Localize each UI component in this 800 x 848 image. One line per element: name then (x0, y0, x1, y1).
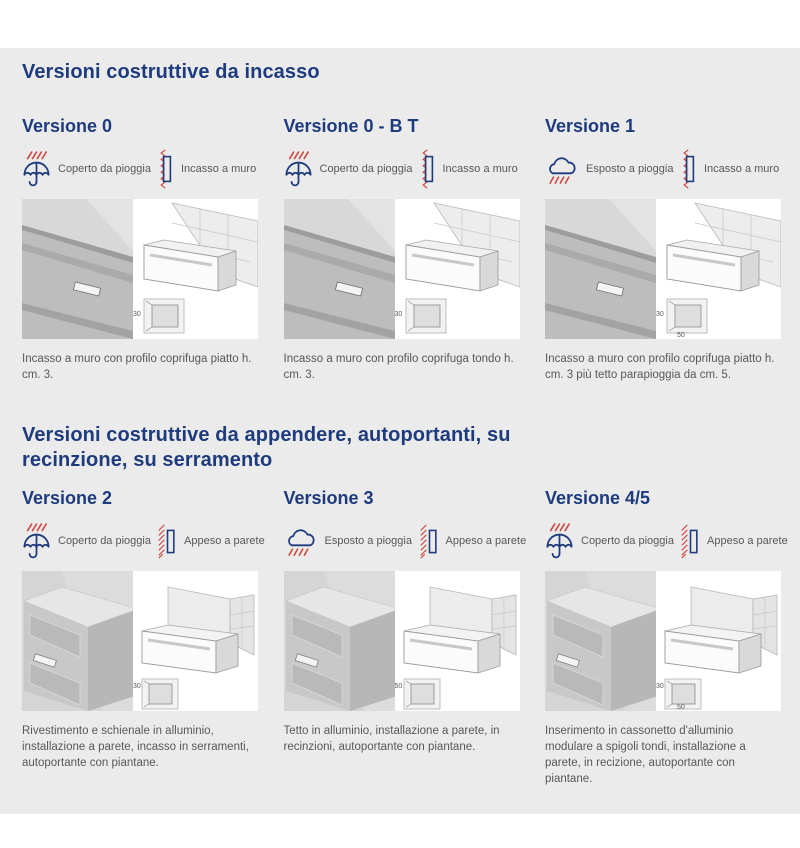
weather-label: Coperto da pioggia (58, 163, 151, 176)
weather-label: Coperto da pioggia (581, 535, 674, 548)
version-title: Versione 2 (22, 488, 113, 509)
mailbox-cabinet-drawing (545, 571, 781, 711)
weather-label: Coperto da pioggia (58, 535, 151, 548)
mailbox-cabinet-drawing (284, 571, 520, 711)
mailbox-flush-mount-drawing (284, 199, 520, 339)
weather-label: Esposto a pioggia (586, 163, 674, 176)
version-description: Rivestimento e schienale in alluminio, installazione a parete, incasso in serramenti, autoportante con piantane. (22, 725, 249, 770)
feature-row (545, 515, 788, 567)
version-card-3 (283, 488, 527, 787)
rain-exposed-icon (545, 154, 579, 185)
cards-row-incasso (22, 116, 780, 399)
version-card-0 (22, 116, 258, 399)
mount-label: Appeso a parete (707, 535, 788, 548)
version-description: Inserimento in cassonetto d'alluminio modulare a spigoli tondi, installazione a parete, in recizione, autoportante con piantane. (545, 725, 746, 786)
umbrella-covered-icon (22, 520, 51, 562)
version-title: Versione 0 (22, 116, 113, 137)
feature-row (22, 143, 258, 195)
mailbox-flush-mount-drawing (545, 199, 781, 339)
illustration-versione-0bt (284, 199, 520, 339)
wall-hung-icon (420, 521, 439, 562)
flush-wall-icon (681, 147, 697, 191)
mount-label: Incasso a muro (442, 163, 518, 176)
version-description: Incasso a muro con profilo coprifuga piatto h. cm. 3. (22, 353, 252, 382)
dimension-label: 30 (133, 683, 141, 691)
wall-hung-icon (681, 521, 700, 562)
rain-exposed-icon (284, 526, 318, 557)
illustration-versione-3 (284, 571, 520, 711)
umbrella-covered-icon (22, 148, 51, 190)
version-title: Versione 3 (283, 488, 374, 509)
wall-hung-icon (158, 521, 177, 562)
feature-row (284, 515, 527, 567)
version-title: Versione 0 - B T (283, 116, 419, 137)
version-description: Incasso a muro con profilo coprifuga tondo h. cm. 3. (283, 353, 514, 382)
version-card-4-5 (545, 488, 788, 787)
version-description: Tetto in alluminio, installazione a parete, in recinzioni, autoportante con piantane. (283, 725, 500, 754)
weather-label: Coperto da pioggia (319, 163, 413, 176)
catalog-panel (0, 48, 800, 814)
feature-row (545, 143, 781, 195)
dimension-label: 30 (133, 311, 141, 319)
mount-label: Appeso a parete (184, 535, 265, 548)
dimension-label: 50 (677, 332, 685, 340)
feature-row (22, 515, 265, 567)
cards-row-appendere (22, 488, 788, 787)
mailbox-flush-mount-drawing (22, 199, 258, 339)
dimension-label: 30 (394, 311, 403, 319)
version-title: Versione 1 (545, 116, 636, 137)
flush-wall-icon (158, 147, 174, 191)
illustration-versione-0 (22, 199, 258, 339)
dimension-label: 50 (394, 683, 403, 691)
mount-label: Appeso a parete (445, 535, 527, 548)
section-heading-incasso: Versioni costruttive da incasso (22, 61, 320, 83)
mount-label: Incasso a muro (704, 163, 780, 176)
mount-label: Incasso a muro (181, 163, 257, 176)
illustration-versione-1 (545, 199, 781, 339)
mailbox-cabinet-drawing (22, 571, 258, 711)
version-card-2 (22, 488, 265, 787)
illustration-versione-2 (22, 571, 258, 711)
dimension-label: 30 (656, 683, 664, 691)
flush-wall-icon (420, 147, 436, 191)
version-title: Versione 4/5 (545, 488, 651, 509)
feature-row (284, 143, 520, 195)
weather-label: Esposto a pioggia (324, 535, 412, 548)
umbrella-covered-icon (284, 148, 313, 190)
umbrella-covered-icon (545, 520, 574, 562)
section-heading-appendere: Versioni costruttive da appendere, autoportanti, su recinzione, su serramento (22, 424, 511, 471)
dimension-label: 30 (656, 311, 664, 319)
version-card-0bt (284, 116, 520, 399)
illustration-versione-4-5 (545, 571, 781, 711)
version-card-1 (545, 116, 781, 399)
dimension-label: 50 (677, 704, 685, 712)
version-description: Incasso a muro con profilo coprifuga piatto h. cm. 3 più tetto parapioggia da cm. 5. (545, 353, 775, 382)
